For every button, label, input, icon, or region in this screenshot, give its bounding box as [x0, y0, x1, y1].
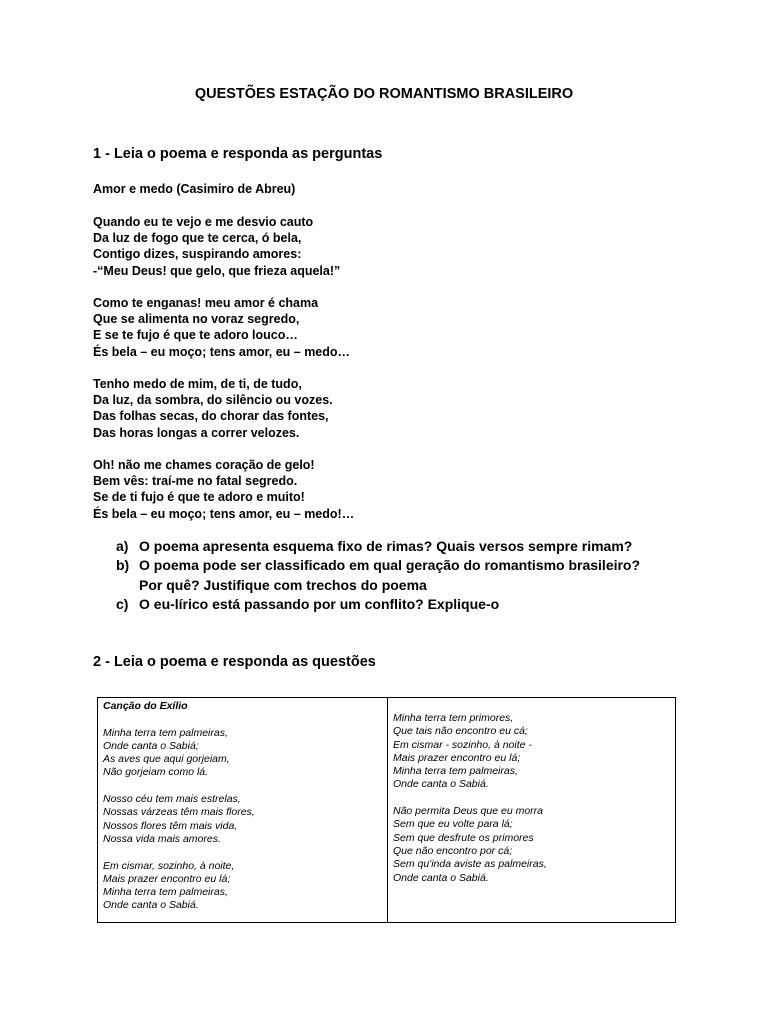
table-column-right: [388, 698, 675, 922]
item-text: O poema pode ser classificado em qual geração do romantismo brasileiro? Por quê? Justifique com trechos do poema: [139, 557, 641, 593]
poem-line: Das folhas secas, do chorar das fontes,: [93, 409, 329, 424]
poem-line: És bela – eu moço; tens amor, eu – medo…: [93, 344, 351, 359]
table-line: Nossos flores têm mais vida,: [103, 819, 238, 832]
poem-line: Da luz, da sombra, do silêncio ou vozes.: [93, 393, 333, 408]
table-stanza: [103, 860, 382, 913]
item-text: O eu-lírico está passando por um conflito? Explique-o: [139, 595, 500, 612]
table-line: Onde canta o Sabiá.: [393, 778, 489, 791]
document-title: QUESTÕES ESTAÇÃO DO ROMANTISMO BRASILEIRO: [194, 86, 574, 102]
poem-title: Amor e medo (Casimiro de Abreu): [93, 182, 296, 196]
table-column-left: [98, 698, 388, 922]
table-line: Que tais não encontro eu cá;: [393, 725, 528, 738]
poem-stanza: [93, 295, 354, 360]
table-line: Minha terra tem palmeiras,: [393, 765, 518, 778]
table-line: Onde canta o Sabiá.: [393, 871, 489, 884]
table-stanza: [103, 727, 382, 780]
question-item-c: [116, 595, 656, 614]
table-line: Nossas várzeas têm mais flores,: [103, 806, 255, 819]
table-line: Mais prazer encontro eu lá;: [103, 872, 231, 885]
item-letter: b): [116, 557, 130, 574]
poem-stanza: [93, 214, 354, 279]
table-line: Sem que eu volte para lá;: [393, 818, 513, 831]
table-line: Não gorjeiam como lá.: [103, 766, 209, 779]
table-line: Não permita Deus que eu morra: [393, 805, 543, 818]
item-letter: c): [116, 595, 129, 612]
poem-line: Bem vês: traí-me no fatal segredo.: [93, 474, 298, 489]
table-line: Minha terra tem palmeiras,: [103, 726, 228, 739]
poem-line: Que se alimenta no voraz segredo,: [93, 312, 300, 327]
table-line: As aves que aqui gorjeiam,: [103, 753, 230, 766]
question-1-items: [116, 537, 656, 614]
poem-line: Quando eu te vejo e me desvio cauto: [93, 215, 314, 229]
question-2-heading: 2 - Leia o poema e responda as questões: [93, 654, 376, 670]
poem-line: Contigo dizes, suspirando amores:: [93, 247, 302, 262]
table-line: Nossa vida mais amores.: [103, 832, 221, 845]
question-item-a: [116, 537, 656, 556]
table-stanza: [393, 712, 670, 792]
question-item-b: [116, 556, 656, 595]
table-line: Sem qu'inda aviste as palmeiras,: [393, 858, 547, 871]
poem-stanza: [93, 376, 354, 441]
table-line: Onde canta o Sabiá.: [103, 899, 199, 912]
poem-amor-e-medo: [93, 214, 354, 522]
poem-line: És bela – eu moço; tens amor, eu – medo!…: [93, 506, 355, 521]
table-poem-title: Canção do Exílio: [103, 700, 188, 712]
poem-table-cancao-do-exilio: [97, 697, 676, 923]
table-stanza: [103, 793, 382, 846]
table-line: Mais prazer encontro eu lá;: [393, 751, 521, 764]
poem-line: E se te fujo é que te adoro louco…: [93, 328, 298, 343]
poem-line: Tenho medo de mim, de ti, de tudo,: [93, 377, 302, 391]
table-line: Minha terra tem palmeiras,: [103, 886, 228, 899]
table-line: Minha terra tem primores,: [393, 712, 514, 724]
table-line: Sem que desfrute os primores: [393, 831, 534, 844]
question-1-heading: 1 - Leia o poema e responda as perguntas: [93, 146, 383, 162]
poem-line: Das horas longas a correr velozes.: [93, 425, 300, 440]
item-text: O poema apresenta esquema fixo de rimas? Quais versos sempre rimam?: [139, 538, 633, 554]
table-line: Em cismar - sozinho, à noite -: [393, 738, 532, 751]
poem-line: Como te enganas! meu amor é chama: [93, 296, 319, 310]
poem-line: Oh! não me chames coração de gelo!: [93, 458, 315, 472]
table-line: Que não encontro por cá;: [393, 844, 513, 857]
poem-line: Da luz de fogo que te cerca, ó bela,: [93, 231, 302, 246]
poem-stanza: [93, 457, 354, 522]
item-letter: a): [116, 538, 129, 554]
table-line: Onde canta o Sabiá;: [103, 739, 199, 752]
table-line: Nosso céu tem mais estrelas,: [103, 793, 241, 806]
poem-line: Se de ti fujo é que te adoro e muito!: [93, 490, 305, 505]
table-stanza: [393, 805, 670, 885]
table-line: Em cismar, sozinho, à noite,: [103, 859, 235, 872]
poem-line: -“Meu Deus! que gelo, que frieza aquela!”: [93, 263, 341, 278]
